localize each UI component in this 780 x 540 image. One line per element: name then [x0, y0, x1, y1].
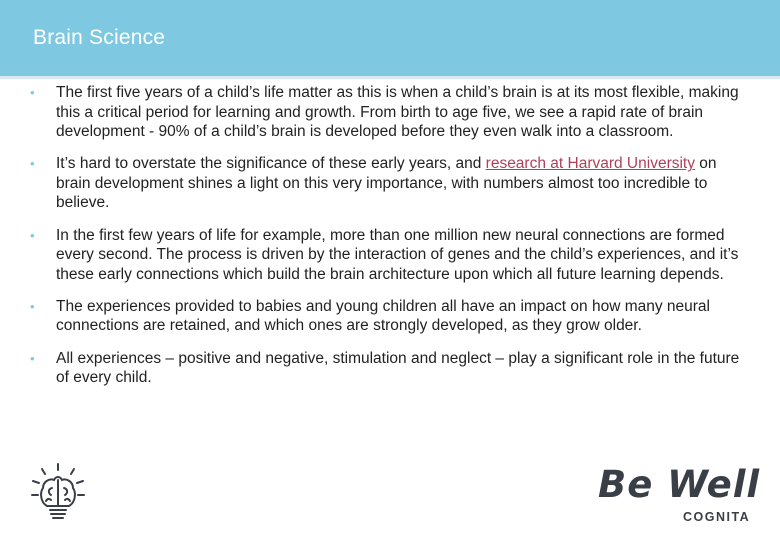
header-banner	[0, 0, 780, 76]
bullet-dot-icon: •	[30, 227, 35, 243]
bullet-dot-icon: •	[30, 85, 35, 100]
bullet-item	[30, 83, 750, 142]
bewell-wordmark: Be Well	[598, 463, 761, 506]
brain-lightbulb-icon	[30, 462, 86, 524]
bullet-item	[30, 226, 750, 285]
cognita-wordmark: COGNITA	[683, 510, 751, 524]
header-divider	[0, 76, 780, 79]
bullet-text: It’s hard to overstate the significance of these early years, and	[56, 155, 486, 173]
bullet-text: In the first few years of life for example, more than one million new neural connections are formed every second. The process is driven by the interaction of genes and the child’s experiences, and it’s these early connections which build the brain architecture upon which all future learning depends.	[56, 226, 739, 283]
bullet-dot-icon: •	[30, 156, 35, 172]
page-title: Brain Science	[33, 26, 166, 49]
bullet-text: The first five years of a child’s life matter as this is when a child’s brain is at its most flexible, making this a critical period for learning and growth. From birth to age five, we see a rapid rate of brain development - 90% of a child’s brain is developed before they even walk into a classroom.	[56, 84, 739, 141]
bewell-logo	[598, 462, 761, 514]
bullet-item	[30, 154, 750, 213]
bullet-text: All experiences – positive and negative, stimulation and neglect – play a significant role in the future of every child.	[56, 349, 740, 387]
harvard-research-link[interactable]: research at Harvard University	[485, 155, 695, 173]
bullet-item	[30, 297, 750, 336]
bullet-dot-icon: •	[30, 350, 35, 366]
bullet-list	[30, 83, 750, 400]
bullet-item	[30, 349, 750, 388]
bullet-text: on brain development shines a light on this very importance, with numbers almost too incredible to believe.	[56, 155, 717, 212]
bullet-dot-icon: •	[30, 298, 35, 314]
bullet-text: The experiences provided to babies and young children all have an impact on how many neural connections are retained, and which ones are strongly developed, as they grow older.	[56, 297, 710, 335]
